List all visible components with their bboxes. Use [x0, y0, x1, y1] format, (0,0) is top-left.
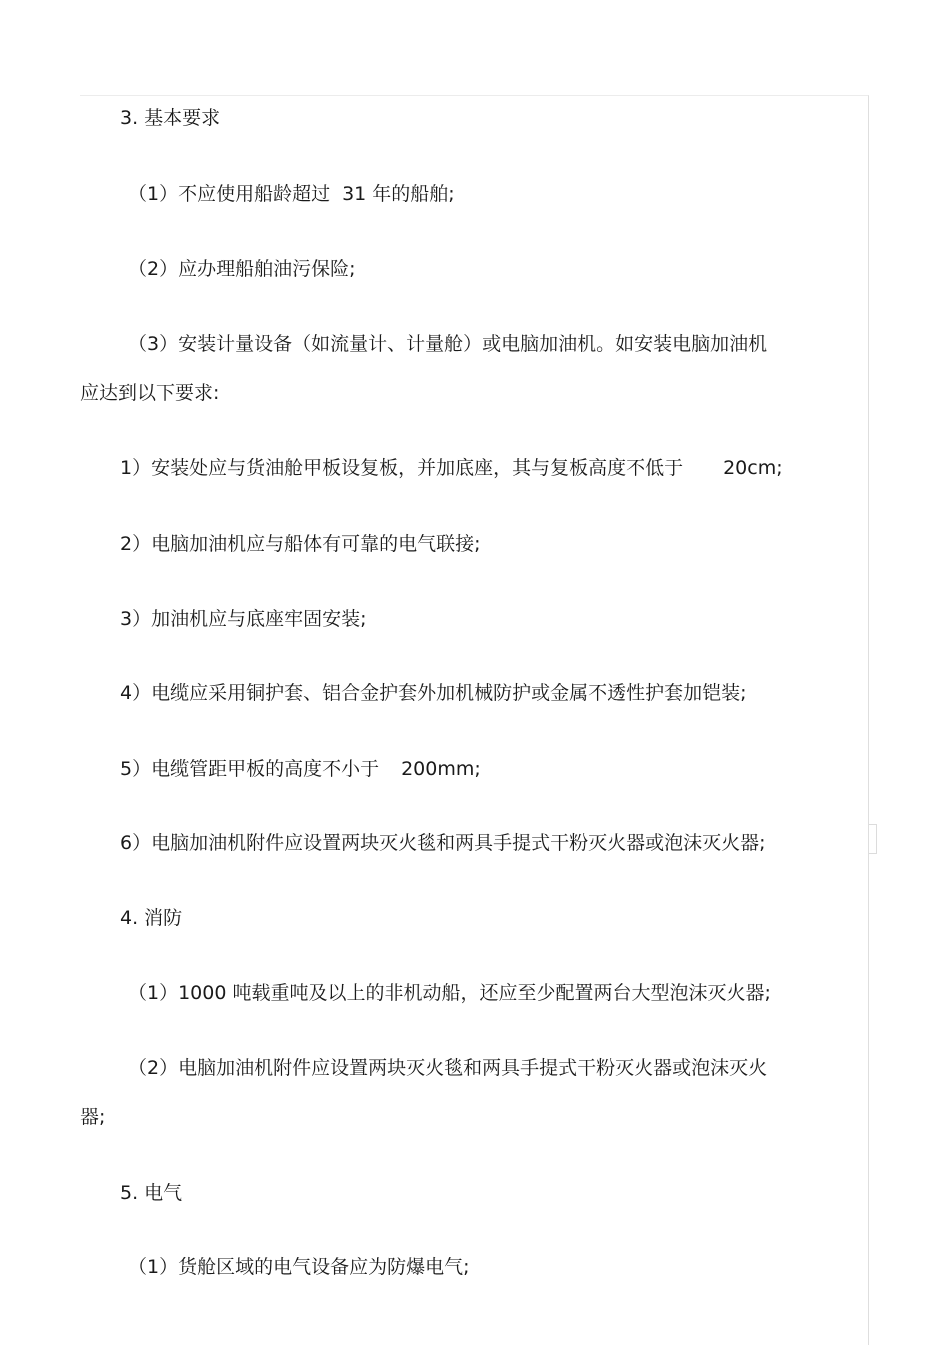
- section-3-item-2: （2）应办理船舶油污保险;: [128, 258, 356, 280]
- page-edge-notch: [869, 824, 877, 854]
- section-3-sub-6: 6）电脑加油机附件应设置两块灭火毯和两具手提式干粉灭火器或泡沫灭火器;: [120, 832, 766, 854]
- section-5-heading: 5. 电气: [120, 1182, 183, 1204]
- sub-5-value: 200mm;: [401, 758, 481, 780]
- section-3-sub-2: 2）电脑加油机应与船体有可靠的电气联接;: [120, 533, 481, 555]
- section-3-item-1: [128, 182, 455, 206]
- sub-1-text: 1）安装处应与货油舱甲板设复板，并加底座，其与复板高度不低于: [120, 457, 684, 479]
- page-frame: [80, 95, 869, 1345]
- section-4-heading: 4. 消防: [120, 907, 183, 929]
- sub-5-text: 5）电缆管距甲板的高度不小于: [120, 758, 380, 780]
- item-1-number: 31 年的船舶;: [342, 183, 455, 205]
- section-3-item-3-line-2: 应达到以下要求:: [80, 382, 220, 404]
- section-3-sub-5: [120, 757, 481, 781]
- section-3-heading: 3. 基本要求: [120, 107, 221, 129]
- section-3-sub-3: 3）加油机应与底座牢固安装;: [120, 608, 367, 630]
- section-5-item-1: （1）货舱区域的电气设备应为防爆电气;: [128, 1256, 470, 1278]
- sub-1-value: 20cm;: [723, 457, 783, 479]
- section-4-item-2-line-2: 器;: [80, 1106, 106, 1128]
- section-3-item-3-line-1: （3）安装计量设备（如流量计、计量舱）或电脑加油机。如安装电脑加油机: [128, 333, 768, 355]
- section-3-sub-1: [120, 456, 783, 480]
- section-4-item-2-line-1: （2）电脑加油机附件应设置两块灭火毯和两具手提式干粉灭火器或泡沫灭火: [128, 1057, 768, 1079]
- section-3-sub-4: 4）电缆应采用铜护套、铝合金护套外加机械防护或金属不透性护套加铠装;: [120, 682, 747, 704]
- item-1-text: （1）不应使用船龄超过: [128, 183, 331, 205]
- section-4-item-1: （1）1000 吨载重吨及以上的非机动船，还应至少配置两台大型泡沫灭火器;: [128, 982, 771, 1004]
